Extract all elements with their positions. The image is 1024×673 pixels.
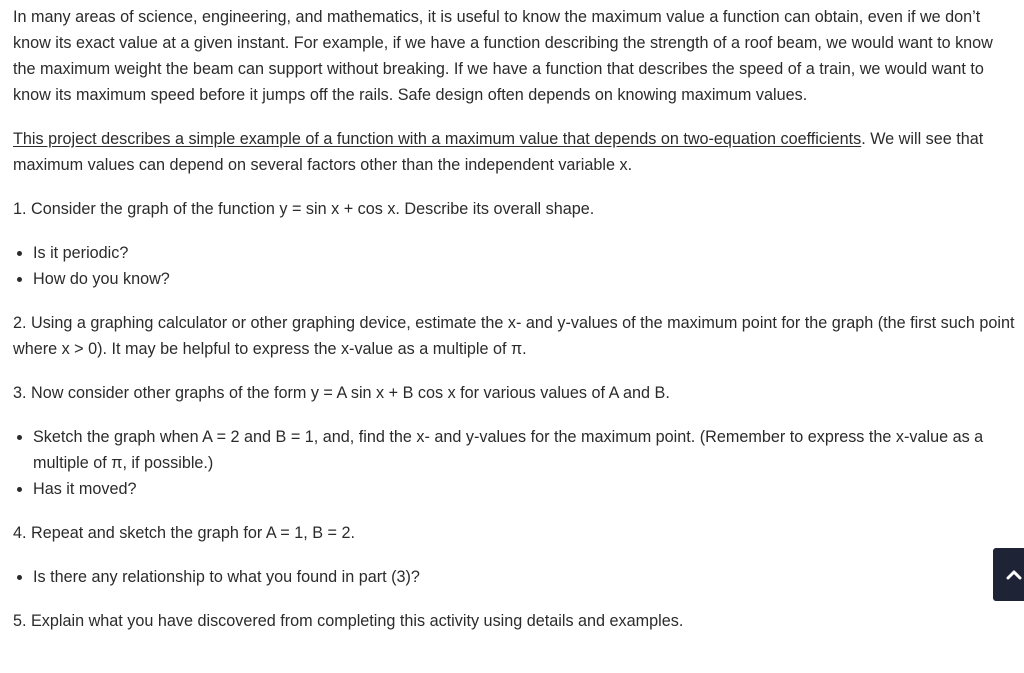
- article-content: [13, 4, 1018, 652]
- step-1-text: 1. Consider the graph of the function y = sin x + cos x. Describe its overall shape.: [13, 200, 595, 218]
- list-item: Sketch the graph when A = 2 and B = 1, and, find the x- and y-values for the maximum point. (Remember to express the x-value as a multiple of π, if possible.): [33, 424, 1018, 476]
- list-item: Is it periodic?: [33, 240, 1018, 266]
- chevron-up-icon: [1006, 569, 1022, 581]
- intro-paragraph: In many areas of science, engineering, and mathematics, it is useful to know the maximum value a function can obtain, even if we don’t know its exact value at a given instant. For example, if we have a function describing the strength of a roof beam, we would want to know the maximum weight the beam can support without breaking. If we have a function that describes the speed of a train, we would want to know its maximum speed before it jumps off the rails. Safe design often depends on knowing maximum values.: [13, 8, 993, 104]
- step-3-bullets: [13, 424, 1018, 502]
- step-2-text: 2. Using a graphing calculator or other graphing device, estimate the x- and y-values of the maximum point for the graph (the first such point where x > 0). It may be helpful to express the x-value as a multiple of π.: [13, 314, 1015, 358]
- step-1-bullets: [13, 240, 1018, 292]
- list-item: Has it moved?: [33, 476, 1018, 502]
- project-rest-text: . We will see that maximum values can depend on several factors other than the independent variable x.: [13, 130, 984, 174]
- list-item: Is there any relationship to what you found in part (3)?: [33, 564, 1018, 590]
- project-paragraph: [13, 126, 1018, 178]
- list-item: How do you know?: [33, 266, 1018, 292]
- step-5-text: 5. Explain what you have discovered from completing this activity using details and examples.: [13, 612, 684, 630]
- project-link[interactable]: This project describes a simple example of a function with a maximum value that depends on two-equation coefficients: [13, 130, 862, 148]
- step-3-text: 3. Now consider other graphs of the form y = A sin x + B cos x for various values of A and B.: [13, 384, 670, 402]
- step-4-text: 4. Repeat and sketch the graph for A = 1, B = 2.: [13, 524, 355, 542]
- scroll-to-top-button[interactable]: [993, 548, 1024, 601]
- step-4-bullets: [13, 564, 1018, 590]
